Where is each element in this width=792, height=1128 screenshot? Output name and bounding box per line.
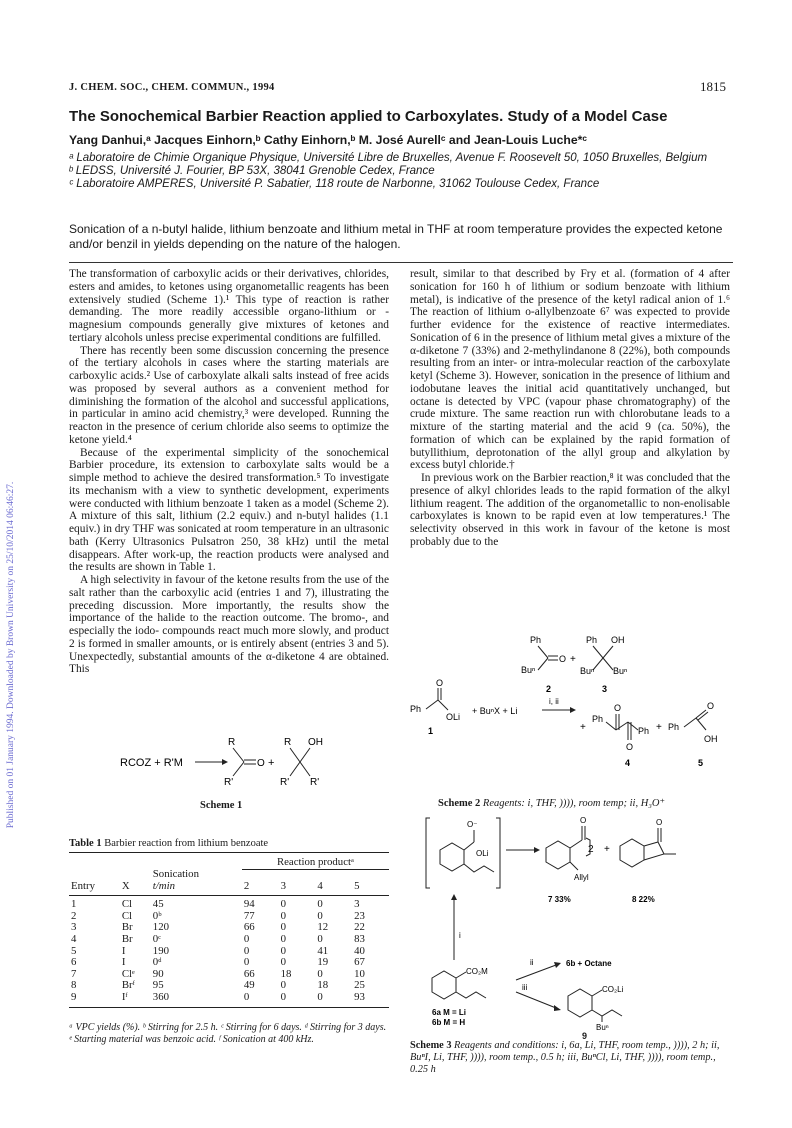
table-row [69, 934, 389, 946]
scheme1-O: O [257, 758, 265, 769]
s3-co2li: CO₂Li [602, 985, 624, 994]
s3-octane: 6b + Octane [566, 959, 612, 968]
s2-oh: OH [704, 734, 718, 744]
table-cell: Cl [121, 909, 133, 922]
table-cell: 22 [354, 921, 365, 934]
table-cell: 45 [152, 898, 164, 911]
table-cell: I [121, 956, 126, 969]
s3-label-7: 7 33% [548, 895, 571, 904]
table-cell: 3 [354, 898, 360, 911]
table-cell: 0 [243, 991, 250, 1004]
s3-bond [570, 840, 582, 848]
table-cell: 49 [243, 979, 255, 992]
s3-bond [464, 842, 474, 850]
scheme1-Rp: R' [280, 777, 290, 788]
s2-ph: Ph [530, 635, 542, 645]
table-cell: 66 [243, 967, 255, 980]
paragraph: A high selectivity in favour of the ketone results from the use of the salt rather than the carboxylic acid (entries 1 and 7), illustrating the preceding discussion. More importantly, the results show the importance of the halide to the reaction outcome. The bromo-, and especially the iodo- compounds react much more slowly, and product 2 is formed in smaller amounts, or is entirely absent (entries 3 and 5). Unexpectedly, substantial amounts of the α-diketone 4 are obtained. This [69, 574, 389, 676]
s2-label-3: 3 [602, 684, 608, 694]
s2-bond [593, 646, 603, 658]
s2-oh: OH [611, 635, 625, 645]
scheme1-reactants: RCOZ + R'M [120, 757, 183, 769]
table-cell: 10 [354, 967, 365, 980]
article-title: The Sonochemical Barbier Reaction applied to Carboxylates. Study of a Model Case [69, 108, 668, 125]
s2-label-1: 1 [428, 726, 434, 736]
table-cell: 23 [354, 909, 365, 922]
s3-arrowhead [534, 847, 540, 853]
table-header-cell [242, 869, 389, 881]
table-cell: Brᶠ [121, 979, 135, 992]
s3-path-iii: iii [522, 983, 528, 992]
table1-caption [69, 838, 268, 849]
s2-ph: Ph [410, 704, 422, 714]
scheme1-arrowhead [222, 759, 228, 765]
paragraph: There has recently been some discussion concerning the presence of the tertiary alcohols in cases where the starting materials are carboxylic acids.² Use of carboxylate alkali salts instead of free acids was proposed by several authors as a convenient method for diminishing the formation of the alcohol and successful applications, in particular in amino acid chemistry,³ were developed. Running the reacton in the presence of cerium chloride also seems to optimize the ketone yield.⁴ [69, 344, 389, 446]
table-cell: 18 [280, 967, 292, 980]
s2-label-4: 4 [625, 758, 631, 768]
s3-arrowhead [554, 1005, 561, 1011]
scheme1-bond [290, 762, 300, 776]
s3-benzene-ring [568, 989, 592, 1017]
s2-bu: Buⁿ [613, 666, 628, 676]
s3-subscript-2: 2 [588, 844, 594, 855]
table-header-entry: Entry [71, 879, 95, 892]
scheme1-bond [300, 762, 310, 776]
s2-ph: Ph [668, 722, 680, 732]
table-cell: 66 [243, 921, 255, 934]
scheme1-bond [233, 748, 244, 762]
table-cell: 0 [280, 944, 287, 957]
s3-benzene-ring [620, 839, 644, 867]
table-cell: 2 [71, 909, 77, 922]
s2-plus: + [656, 722, 662, 733]
scheme3-caption-text: Reagents and conditions: i, 6a, Li, THF, room temp., )))), 2 h; ii, BuⁿI, Li, THF, )))), room temp., 0.5 h; iii, BuⁿCl, Li, THF, )))), room temp., 0.25 h [410, 1040, 720, 1075]
s3-path-ii: ii [530, 958, 534, 967]
s2-bond [684, 718, 696, 727]
download-notice [2, 265, 20, 1045]
table1-caption-label: Table 1 [69, 838, 102, 849]
s2-o: O [559, 654, 567, 664]
scheme3-figure [410, 810, 730, 1035]
s3-label-6b: 6b M = H [432, 1018, 466, 1027]
table-cell: 94 [243, 898, 255, 911]
s3-bond [570, 862, 578, 870]
table-cell: 41 [317, 944, 329, 957]
s3-benzene-ring [432, 971, 456, 999]
s2-oli: OLi [446, 712, 461, 722]
table-cell: 93 [354, 991, 365, 1004]
table-cell: 0 [317, 991, 323, 1004]
s3-o: O [656, 818, 663, 827]
affiliation-c: ᶜ Laboratoire AMPERES, Université P. Sabatier, 118 route de Narbonne, 31062 Toulouse Cedex, France [69, 178, 600, 190]
table-cell: 0 [243, 944, 250, 957]
s3-allyl-chain [592, 1010, 622, 1016]
scheme3-caption-label: Scheme 3 [410, 1040, 452, 1051]
table-row [69, 957, 389, 969]
table-cell: 77 [243, 909, 255, 922]
s2-bond [538, 658, 548, 670]
s2-ph: Ph [638, 726, 650, 736]
download-notice-text: Published on 01 January 1994. Downloaded by Brown University on 25/10/2014 06:46:27. [6, 481, 16, 829]
s3-allyl-chain [456, 992, 486, 998]
scheme2-caption-text: Reagents: i, THF, )))), room temp; ii, H₃O⁺ [480, 798, 666, 809]
s3-o: O [580, 816, 587, 825]
table1 [69, 852, 389, 1008]
table-header-row [69, 869, 389, 881]
s2-o: O [436, 678, 444, 688]
table-header-x: X [121, 879, 130, 892]
table-header-cell [120, 869, 151, 881]
scheme1-OH: OH [308, 737, 323, 748]
table-header-p4: 4 [317, 879, 323, 892]
table-cell: Br [121, 921, 133, 934]
s3-o-minus: O⁻ [467, 820, 478, 829]
s3-plus: + [604, 844, 610, 855]
table-cell: 25 [354, 979, 365, 992]
table-cell: 0 [280, 956, 287, 969]
s2-plus: + [570, 654, 576, 665]
s2-bond [538, 646, 548, 658]
table1-grid [69, 852, 389, 1008]
s2-reagents: + BuⁿX + Li [472, 706, 518, 716]
table-cell: 6 [71, 956, 77, 969]
table-cell: 40 [354, 944, 365, 957]
table-cell: 7 [71, 967, 77, 980]
scheme2-caption [438, 797, 665, 809]
s2-bond [603, 646, 613, 658]
s3-label-8: 8 22% [632, 895, 655, 904]
table-cell: I [121, 944, 126, 957]
table-cell: 12 [317, 921, 329, 934]
table-header-cell [69, 853, 120, 870]
table-header-p3: 3 [280, 879, 287, 892]
table-cell: 19 [317, 956, 329, 969]
s2-bond [426, 700, 438, 709]
table-cell: 1 [71, 898, 77, 911]
scheme1-plus: + [268, 757, 275, 769]
table-cell: 90 [152, 967, 164, 980]
scheme1-bond [233, 762, 244, 776]
table-cell: 0 [280, 898, 287, 911]
table-cell: 4 [71, 933, 77, 946]
scheme1-R: R [228, 737, 236, 748]
table-cell: 0 [280, 979, 287, 992]
s2-label-5: 5 [698, 758, 704, 768]
table-header-p5: 5 [354, 879, 360, 892]
table-cell: 67 [354, 956, 365, 969]
s3-bond [456, 972, 466, 978]
s3-label-9: 9 [582, 1031, 588, 1041]
scheme1-R: R [284, 737, 292, 748]
s3-bu: Buⁿ [596, 1023, 609, 1032]
table-cell: 0 [317, 933, 323, 946]
right-column [410, 268, 730, 549]
table-cell: 0ᵇ [152, 909, 162, 922]
scheme1-Rp: R' [310, 777, 320, 788]
table-header-p2: 2 [243, 879, 250, 892]
table-cell: 0 [317, 967, 323, 980]
s2-o: O [626, 742, 634, 752]
table-header-cell [120, 853, 151, 870]
header-divider [69, 262, 733, 263]
table-cell: 190 [152, 944, 169, 957]
table-cell: 0 [317, 898, 323, 911]
s2-bond [628, 722, 638, 730]
affiliation-b: ᵇ LEDSS, Université J. Fourier, BP 53X, 38041 Grenoble Cedex, France [69, 165, 435, 177]
table-row [69, 980, 389, 992]
table-cell: 0ᶜ [152, 933, 161, 946]
table-header-row [69, 853, 389, 870]
table1-footnote: ᵃ VPC yields (%). ᵇ Stirring for 2.5 h. ᶜ Stirring for 6 days. ᵈ Stirring for 3 days. ᵉ Starting material was benzoic acid. ᶠ Sonication at 400 kHz. [69, 1022, 387, 1045]
scheme1-caption: Scheme 1 [200, 800, 243, 811]
table-cell: 0 [280, 991, 287, 1004]
paragraph: The transformation of carboxylic acids or their derivatives, chlorides, esters and amides, to ketones using organometallic reagents has been extensively studied (Scheme 1).¹ This type of reaction is rather demanding. The more readily accessible organo-lithium or -magnesium compounds generally give mixtures of ketones and tertiary alcohols unless precise experimental conditions are fulfilled. [69, 268, 389, 344]
affiliation-a: ᵃ Laboratoire de Chimie Organique Physique, Université Libre de Bruxelles, Avenue F. Roosevelt 50, 1050 Bruxelles, Belgium [69, 152, 708, 164]
table-row [69, 922, 389, 934]
s2-arrowhead [570, 707, 576, 713]
s2-bu: Buⁿ [580, 666, 595, 676]
s3-label-6a: 6a M = Li [432, 1008, 467, 1017]
table1-body [69, 896, 389, 1007]
table-header-cell [69, 869, 120, 881]
s3-benzene-ring [440, 843, 464, 871]
s2-bond [696, 710, 706, 718]
affiliations [69, 152, 734, 191]
s3-path-i: i [459, 931, 461, 940]
table-cell: 0 [280, 921, 287, 934]
table-cell: 0 [280, 933, 287, 946]
table-cell: 0 [243, 933, 250, 946]
table1-caption-text: Barbier reaction from lithium benzoate [101, 838, 269, 849]
table-cell: Cl [121, 898, 133, 911]
scheme1-Rp: R' [224, 777, 234, 788]
table-header-time: t/min [152, 879, 175, 892]
s3-arrow [516, 965, 556, 980]
table-cell: 95 [152, 979, 164, 992]
table-cell: 8 [71, 979, 77, 992]
s2-ph: Ph [592, 714, 604, 724]
s2-o: O [614, 703, 622, 713]
s3-benzene-ring [546, 841, 570, 869]
table-cell: 3 [71, 921, 77, 934]
s3-allyl: Allyl [574, 873, 589, 882]
s3-arrowhead [554, 962, 561, 968]
s2-ph: Ph [586, 635, 598, 645]
table-cell: 0ᵈ [152, 956, 162, 969]
author-list: Yang Danhui,ᵃ Jacques Einhorn,ᵇ Cathy Einhorn,ᵇ M. José Aurellᶜ and Jean-Louis Luche*ᶜ [69, 133, 587, 147]
table-cell: 0 [317, 909, 323, 922]
table-cell: 360 [152, 991, 169, 1004]
s2-bond [696, 718, 706, 730]
table-row [69, 896, 389, 911]
scheme2-figure [410, 630, 730, 790]
s2-bond [698, 712, 708, 720]
s3-co2m: CO₂M [466, 967, 488, 976]
s2-plus: + [580, 722, 586, 733]
paragraph: In previous work on the Barbier reaction,⁸ it was concluded that the presence of alkyl chlorides leads to the rapid formation of the alkyl lithium reagent. The addition of the organometallic to non-enolisable carboxylates is known to be rapid even at low temperatures.¹ The selectivity observed in this work in favour of the ketone is most probably due to the [410, 472, 730, 548]
s3-bond [592, 990, 602, 996]
scheme2-caption-label: Scheme 2 [438, 798, 481, 809]
table-row [69, 946, 389, 958]
table-cell: 18 [317, 979, 329, 992]
scheme1-bond [290, 748, 300, 762]
s2-bu: Buⁿ [521, 665, 536, 675]
abstract: Sonication of a n-butyl halide, lithium benzoate and lithium metal in THF at room temperature provides the expected ketone and/or benzil in yields depending on the nature of the halogen. [69, 222, 723, 251]
scheme1-bond [300, 748, 310, 762]
table-header-sonication: Sonication [152, 868, 199, 881]
s3-cyclopentanone [644, 842, 664, 860]
journal-header: J. CHEM. SOC., CHEM. COMMUN., 1994 [69, 82, 275, 93]
s2-bond [438, 700, 448, 710]
s2-bond [593, 658, 603, 670]
table-header-row [69, 881, 389, 896]
table-header-group: Reaction productᵃ [242, 853, 389, 870]
s2-label-2: 2 [546, 684, 552, 694]
s2-arrow-label: i, ii [549, 697, 559, 706]
table-cell: 83 [354, 933, 365, 946]
s3-bracket-right [496, 818, 500, 888]
s2-bond [606, 722, 616, 730]
table-cell: Br [121, 933, 133, 946]
s3-allyl-chain [464, 864, 494, 872]
table-row [69, 992, 389, 1007]
table-cell: 9 [71, 991, 77, 1004]
table-cell: 0 [280, 909, 287, 922]
paragraph: result, similar to that described by Fry et al. (formation of 4 after sonication for 160 h of lithium or sodium benzoate with lithium metal), is indicative of the presence of the ketyl radical anion of 1.⁶ The reaction of lithium o-allylbenzoate 6⁷ was expected to provide further evidence for the existence of reactive intermediates. Sonication of 6 in the presence of lithium metal gives a mixture of the α-diketone 7 (33%) and 2-methylindanone 8 (22%), both compounds resulting from an inter- or intra-molecular reaction of the carboxylate ketyl (Scheme 3). However, sonication in the presence of lithium and iodobutane leaves the initial acid quantitatively unchanged, but octane is detected by VPC (vapour phase chromatography) of the crude mixture. The same reaction run with chlorobutane leads to a mixture of the starting material and the acid 9 (ca. 50%), the formation of which can be explained by the rapid formation of butyllithium, deprotonation of the allyl group and alkylation by excess butyl chloride.† [410, 268, 730, 472]
table-row [69, 969, 389, 981]
page-number: 1815 [700, 79, 726, 94]
scheme1-figure [120, 733, 350, 803]
table-cell: 120 [152, 921, 169, 934]
s3-arrowhead [451, 894, 457, 900]
table-row [69, 911, 389, 923]
scheme3-caption [410, 1040, 730, 1076]
table-cell: 5 [71, 944, 77, 957]
table-cell: 0 [243, 956, 250, 969]
s3-oli: OLi [476, 849, 489, 858]
table-cell: Iᶠ [121, 991, 128, 1004]
s3-arrow [516, 992, 556, 1008]
paragraph: Because of the experimental simplicity of the sonochemical Barbier procedure, its extension to carboxylate salts would be a simple method to achieve the desired transformation.⁵ To investigate its mechanism with a view to synthetic development, experiments were conducted with lithium benzoate 1 taken as a model (Scheme 2). A mixture of this salt, lithium (2.2 equiv.) and n-butyl halides (1.1 equiv.) in dry THF was sonicated at room temperature in an ultrasonic bath (Kerry Ultrasonics Pulsatron 250, 38 kHz) until the metal disappears. After work-up, the reaction products were analysed and the results are shown in Table 1. [69, 446, 389, 574]
s2-o: O [707, 701, 715, 711]
s2-bond [603, 658, 613, 670]
left-column [69, 268, 389, 676]
table-header-cell [151, 853, 242, 870]
table-cell: Clᵉ [121, 967, 135, 980]
s3-bracket-left [426, 818, 430, 888]
s2-bond [616, 722, 628, 730]
